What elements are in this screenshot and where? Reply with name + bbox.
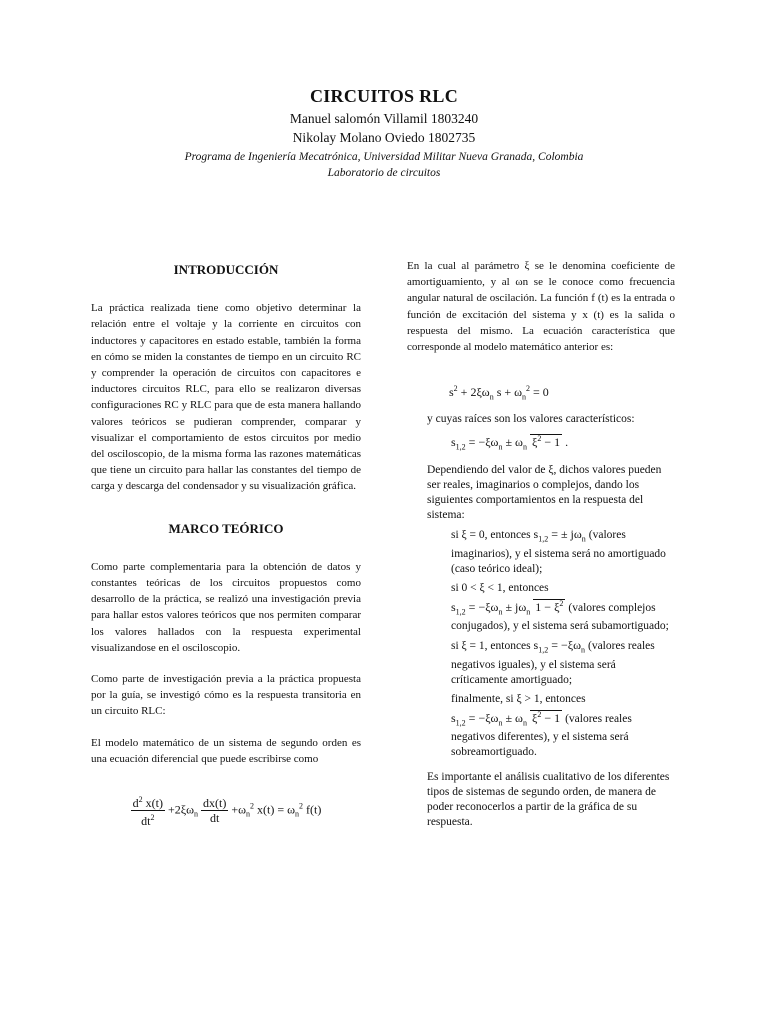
roots-intro: y cuyas raíces son los valores característicos: [427,412,635,425]
intro-paragraph: La práctica realizada tiene como objetivo determinar la relación entre el voltaje y la corriente en circuitos con inductores y capacitores en estado estable, también la forma en cómo se miden la constantes de tiempo en un circuito RC y comprender la operación de circuitos con capacitores e inductores circuitos RLC, para ello se realizaron diversas configuraciones RC y RLC para que de esta manera hallando valores teóricos se pudieran comprender, comparar y visualizar el comportamiento de estos circuitos por medio del osciloscopio, de la misma forma las razones matemáticas que tiene un circuito para hallar las constantes del tiempo de carga y descarga del condensador y su visualización gráfica. [91,302,361,493]
case3-result: (valores reales negativos iguales), y el sistema será críticamente amortiguado; [451,640,655,686]
conclusion-paragraph: Es importante el análisis cualitativo de los diferentes tipos de sistemas de segundo orden, de manera de poder reconocerlos a partir de la gráfica de su respuesta. [427,770,670,828]
roots-equation: $s_{1,2} = -\xi\omega_n \pm \omega_n$ $\xi^2 - 1$ . [451,433,569,452]
paper-title: CIRCUITOS RLC [309,86,459,106]
theory-heading: MARCO TEÓRICO [168,520,284,536]
intro-heading: INTRODUCCIÓN [173,262,279,277]
author-2: Nikolay Molano Oviedo 1802735 [292,130,476,145]
affiliation: Programa de Ingeniería Mecatrónica, Universidad Militar Nueva Granada, Colombia [184,151,584,163]
depending-paragraph: Dependiendo del valor de ξ, dichos valores pueden ser reales, imaginarios o complejos, dando los siguientes comportamientos en la respuesta del sistema: [427,464,662,522]
case-undamped: si ξ = 0, entonces $s_{1,2}$ = ± $j\omega_n$ (valores imaginarios), y el sistema será no amortiguado (caso teórico ideal); [451,527,666,575]
case3-condition: si ξ = 1, entonces [451,640,531,653]
case2-result: (valores complejos conjugados), y el sistema será subamortiguado; [451,601,669,633]
case1-condition: si ξ = 0, entonces [451,529,531,542]
case4-result: (valores reales negativos diferentes), y el sistema será sobreamortiguado. [451,712,632,758]
lab-name: Laboratorio de circuitos [327,167,441,179]
differential-equation: $\frac{d^2 x(t)}{dt^2}$ $+2\xi\omega_n$ $\frac{dx(t)}{dt}$ $+\omega_n^2$ $x(t) = \omega_n^2$ f(t) [132,795,322,829]
paper-header [0,86,768,181]
left-column [91,258,361,828]
characteristic-equation: $s^2 + 2\xi\omega_n$ $s + \omega_n^2 = 0$ [449,384,549,402]
case1-result: (valores imaginarios), y el sistema será no amortiguado (caso teórico ideal); [451,529,666,575]
case-critical: si ξ = 1, entonces $s_{1,2} = -\xi\omega_n$ (valores reales negativos iguales), y el sistema será críticamente amortiguado; [451,638,655,686]
theory-paragraph-2: Como parte de investigación previa a la práctica propuesta por la guía, se investigó cómo es la respuesta transitoria en un circuito RLC: [91,673,361,718]
theory-paragraph-1: Como parte complementaria para la obtención de datos y constantes teóricas de los circuitos propuestos como desarrollo de la práctica, se realizó una investigación previa para hallar estos valores teóricos que nos permiten comparar los valores hallados con la respuesta experimental visualizandose en el osciloscopio. [91,560,361,654]
case-overdamped: finalmente, si ξ > 1, entonces $s_{1,2} = -\xi\omega_n \pm \omega_n$ $\xi^2 - 1$ (valores reales negativos diferentes), y el sistema será sobreamortiguado. [451,692,632,758]
right-column [407,258,675,830]
right-paragraph-1: En la cual al parámetro ξ se le denomina coeficiente de amortiguamiento, y al ωn se le conoce como frecuencia angular natural de oscilación. La función f (t) es la entrada o función de excitación del sistema y x (t) es la salida o respuesta del mismo. La ecuación característica que corresponde al modelo matemático anterior es: [407,260,675,354]
case-underdamped: si 0 < ξ < 1, entonces $s_{1,2} = -\xi\omega_n \pm j\omega_n$ $1 - \xi^2$ (valores complejos conjugados), y el sistema será subamortiguado; [451,581,669,633]
case2-condition: si 0 < ξ < 1, entonces [451,581,549,594]
author-1: Manuel salomón Villamil 1803240 [289,111,479,126]
case4-condition: finalmente, si ξ > 1, entonces [451,692,586,705]
theory-paragraph-3: El modelo matemático de un sistema de segundo orden es una ecuación diferencial que puede escribirse como [91,736,361,765]
